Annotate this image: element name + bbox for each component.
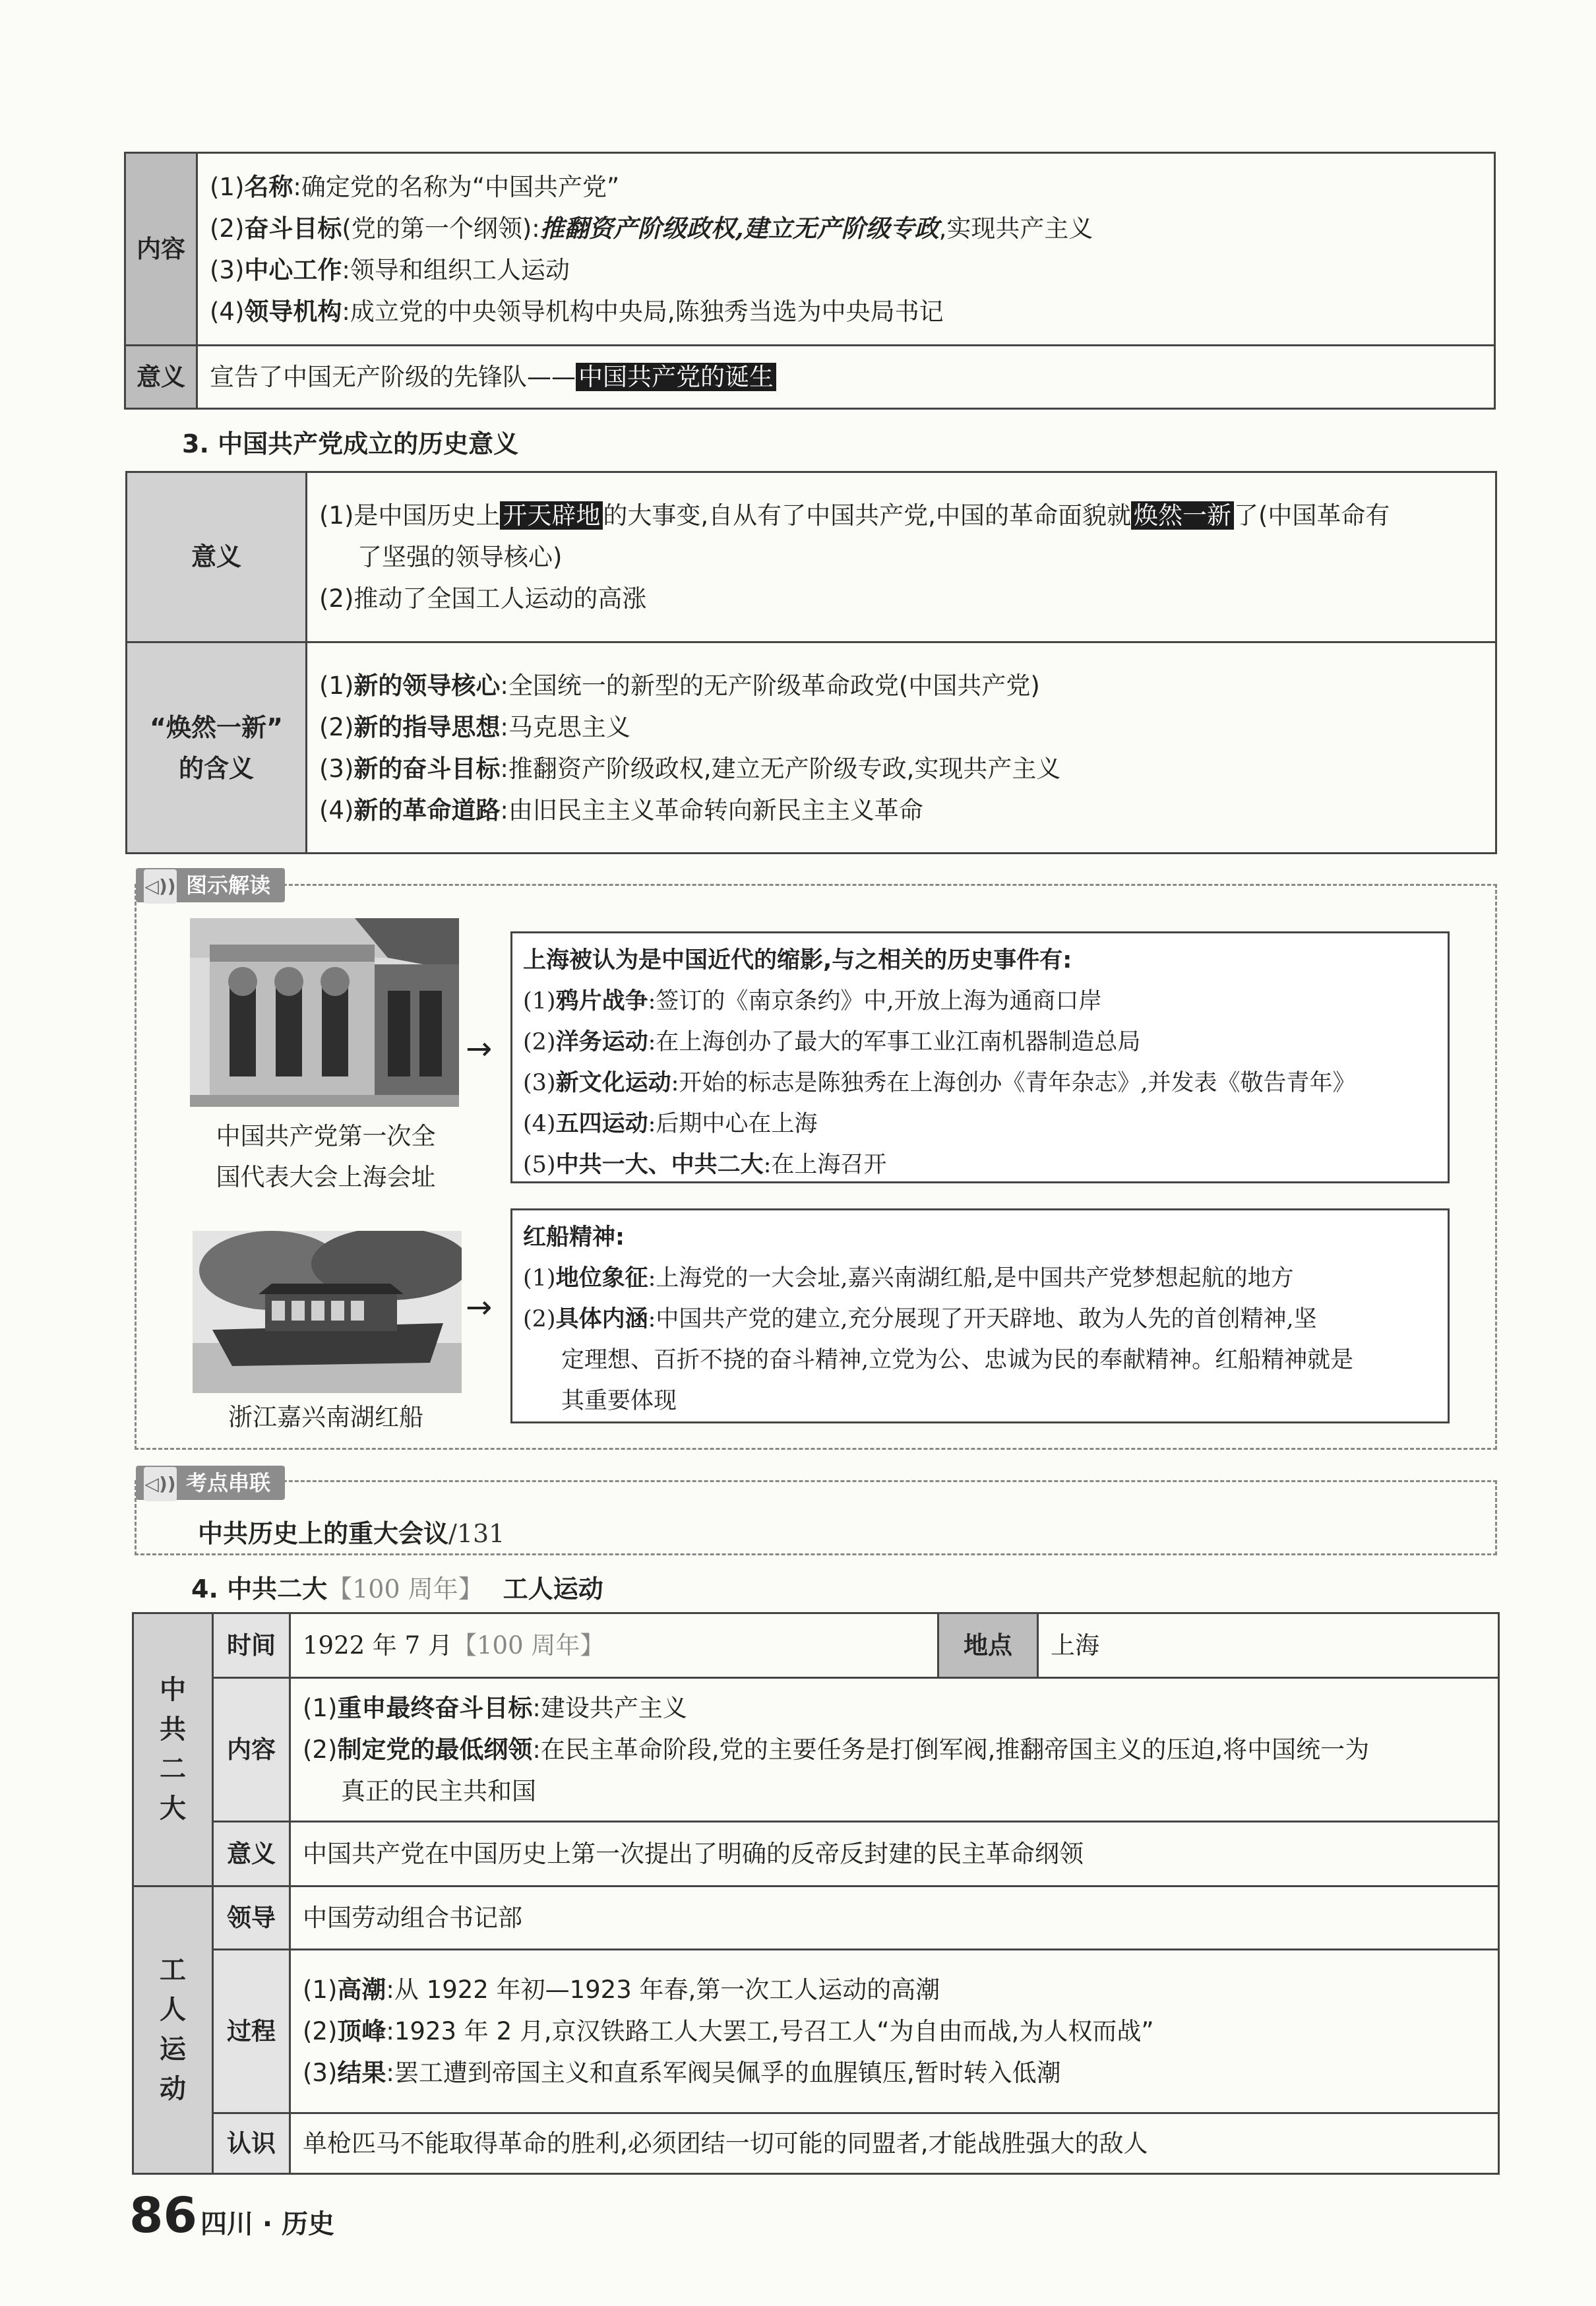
arrow-right-icon: → [466, 1289, 493, 1326]
shanghai-events-box [510, 931, 1450, 1183]
congress-site-photo [190, 918, 459, 1107]
party-founding-table [124, 152, 1496, 410]
process-item-3: (3)结果:罢工遭到帝国主义和直系军阀吴佩孚的血腥镇压,暂时转入低潮 [303, 2059, 1061, 2087]
meaning-cell: 宣告了中国无产阶级的先锋队—— 中国共产党的诞生 [197, 346, 1495, 409]
shanghai-event-5: (5)中共一大、中共二大:在上海召开 [523, 1151, 887, 1178]
content-item-3: (3)中心工作:领导和组织工人运动 [210, 255, 570, 284]
significance-line-3: (2)推动了全国工人运动的高涨 [319, 584, 647, 613]
lead-value: 中国劳动组合书记部 [290, 1886, 1499, 1950]
shanghai-event-2: (2)洋务运动:在上海创办了最大的军事工业江南机器制造总局 [523, 1028, 1141, 1055]
red-boat-item-2: (2)具体内涵:中国共产党的建立,充分展现了开天辟地、敢为人先的首创精神,坚 [523, 1305, 1317, 1332]
highlight-epoch: 开天辟地 [500, 501, 603, 530]
exam-link-entry[interactable]: 中共历史上的重大会议/131 [198, 1519, 505, 1548]
content-item-4: (4)领导机构:成立党的中央领导机构中央局,陈独秀当选为中央局书记 [210, 297, 944, 326]
significance-line-1: (1)是中国历史上 开天辟地 的大事变,自从有了中国共产党,中国的革命面貌就 焕然一新 了(中国革命有 [319, 501, 1390, 530]
highlight-birth: 中国共产党的诞生 [576, 363, 776, 391]
page-number: 86 [129, 2187, 197, 2244]
place-value: 上海 [1038, 1613, 1499, 1678]
footer-label: 四川 · 历史 [200, 2209, 335, 2239]
red-boat-item-2-cont: 定理想、百折不挠的奋斗精神,立党为公、忠诚为民的奉献精神。红船精神就是 [561, 1347, 1354, 1373]
speaker-icon: ◁)) [144, 1467, 177, 1501]
significance-cell [307, 472, 1496, 642]
significance-table [125, 471, 1497, 854]
section-4-heading: 4. 中共二大【100 周年】 工人运动 [191, 1574, 603, 1604]
red-boat-photo [193, 1231, 462, 1393]
time-value: 1922 年 7 月【100 周年】 [290, 1613, 938, 1678]
figure-reading-tag: ◁)) 图示解读 [136, 868, 285, 902]
speaker-icon: ◁)) [144, 869, 177, 904]
second-congress-meaning: 中国共产党在中国历史上第一次提出了明确的反帝反封建的民主革命纲领 [290, 1822, 1499, 1886]
red-boat-caption: 浙江嘉兴南湖红船 [228, 1403, 423, 1431]
shanghai-event-4: (4)五四运动:后期中心在上海 [523, 1110, 818, 1137]
process-item-1: (1)高潮:从 1922 年初—1923 年春,第一次工人运动的高潮 [303, 1976, 940, 2004]
congress-site-caption: 中国共产党第一次全 国代表大会上海会址 [216, 1122, 436, 1191]
lead-label: 领导 [213, 1886, 290, 1950]
red-boat-item-1: (1)地位象征:上海党的一大会址,嘉兴南湖红船,是中国共产党梦想起航的地方 [523, 1264, 1294, 1292]
process-cell [290, 1950, 1499, 2113]
new-look-item-1: (1)新的领导核心:全国统一的新型的无产阶级革命政党(中国共产党) [319, 671, 1040, 700]
exam-link-tag: ◁)) 考点串联 [136, 1466, 285, 1500]
place-label: 地点 [938, 1613, 1038, 1678]
time-label: 时间 [213, 1613, 290, 1678]
meaning-label: 意义 [125, 346, 197, 409]
content-item-2: (2)奋斗目标(党的第一个纲领):推翻资产阶级政权,建立无产阶级专政,实现共产主义 [210, 213, 1093, 243]
labor-movement-group-label: 工人运动 [133, 1886, 213, 2174]
significance-label: 意义 [127, 472, 307, 642]
red-boat-spirit-box [510, 1208, 1450, 1423]
shanghai-event-3: (3)新文化运动:开始的标志是陈独秀在上海创办《青年杂志》,并发表《敬告青年》 [523, 1069, 1356, 1096]
new-look-item-4: (4)新的革命道路:由旧民主主义革命转向新民主主义革命 [319, 795, 923, 825]
red-boat-item-2-end: 其重要体现 [561, 1388, 677, 1414]
process-label: 过程 [213, 1950, 290, 2113]
red-boat-spirit-title: 红船精神: [523, 1224, 625, 1251]
second-congress-table [132, 1612, 1500, 2175]
new-look-label: “焕然一新” 的含义 [127, 642, 307, 854]
process-item-2: (2)顶峰:1923 年 2 月,京汉铁路工人大罢工,号召工人“为自由而战,为人权而战” [303, 2017, 1154, 2045]
shanghai-event-1: (1)鸦片战争:签订的《南京条约》中,开放上海为通商口岸 [523, 987, 1102, 1014]
highlight-new-look: 焕然一新 [1131, 501, 1234, 530]
second-congress-item-2: (2)制定党的最低纲领:在民主革命阶段,党的主要任务是打倒军阀,推翻帝国主义的压迫,将中国统一为 [303, 1735, 1370, 1764]
second-congress-group-label: 中共二大 [133, 1613, 213, 1886]
program-emphasis: 推翻资产阶级政权,建立无产阶级专政 [539, 213, 939, 243]
new-look-cell [307, 642, 1496, 854]
content-item-1: (1)名称:确定党的名称为“中国共产党” [210, 172, 620, 201]
meaning-label-2: 意义 [213, 1822, 290, 1886]
second-congress-content [290, 1678, 1499, 1822]
content-label-2: 内容 [213, 1678, 290, 1822]
second-congress-item-1: (1)重申最终奋斗目标:建设共产主义 [303, 1694, 687, 1722]
content-cell [197, 153, 1495, 346]
section-3-heading: 3. 中国共产党成立的历史意义 [182, 429, 519, 458]
new-look-item-3: (3)新的奋斗目标:推翻资产阶级政权,建立无产阶级专政,实现共产主义 [319, 754, 1061, 783]
content-label: 内容 [125, 153, 197, 346]
significance-line-2: 了坚强的领导核心) [357, 543, 563, 571]
shanghai-events-title: 上海被认为是中国近代的缩影,与之相关的历史事件有: [523, 947, 1072, 974]
arrow-right-icon: → [466, 1030, 493, 1067]
insight-value: 单枪匹马不能取得革命的胜利,必须团结一切可能的同盟者,才能战胜强大的敌人 [290, 2113, 1499, 2174]
insight-label: 认识 [213, 2113, 290, 2174]
second-congress-item-2-cont: 真正的民主共和国 [341, 1777, 536, 1805]
new-look-item-2: (2)新的指导思想:马克思主义 [319, 712, 630, 741]
